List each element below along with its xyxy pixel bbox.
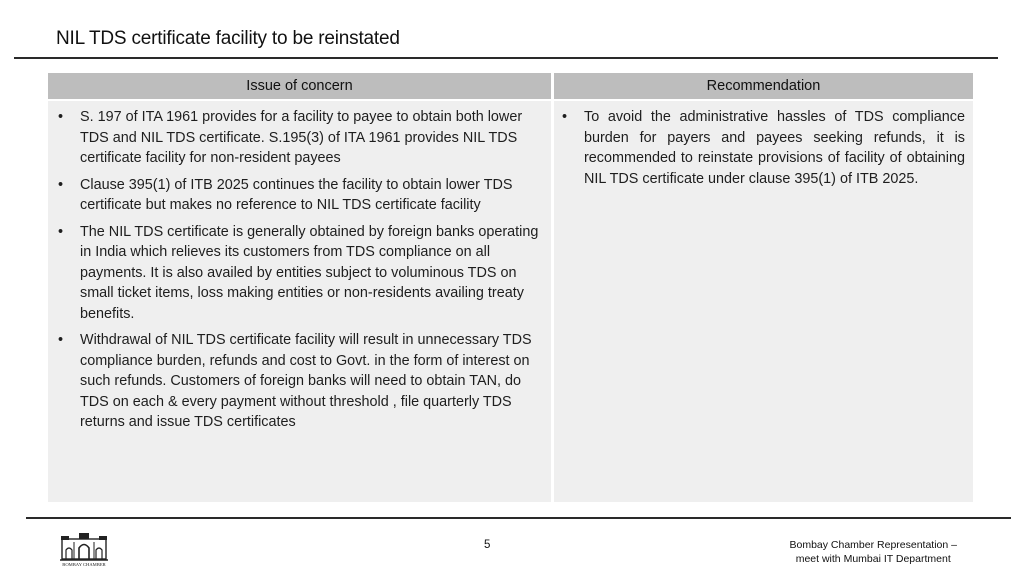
bombay-chamber-logo-icon	[58, 530, 110, 568]
footer-divider	[26, 517, 1011, 519]
page-number: 5	[484, 539, 491, 551]
issue-item: • The NIL TDS certificate is generally obtained by foreign banks operating in India which relieves its customers from TDS compliance on all payments. It is also availed by entities subject to voluminous TDS on small ticket items, loss making entities or non-residents availing treaty benefits.	[58, 222, 543, 325]
recommendation-item: • To avoid the administrative hassles of TDS compliance burden for payers and payees seeking refunds, it is recommended to reinstate provisions of facility of obtaining NIL TDS certificate under clause 395(1) of ITB 2025.	[562, 107, 965, 189]
footer-text	[789, 538, 957, 566]
title-divider	[14, 57, 998, 59]
comparison-table	[48, 73, 973, 502]
issue-item: • S. 197 of ITA 1961 provides for a facility to payee to obtain both lower TDS and NIL TDS certificate. S.195(3) of ITA 1961 provides NIL TDS certificate facility for non-resident payees	[58, 107, 543, 169]
page-title: NIL TDS certificate facility to be reinstated	[56, 28, 400, 49]
issue-item: • Clause 395(1) of ITB 2025 continues the facility to obtain lower TDS certificate but makes no reference to NIL TDS certificate facility	[58, 175, 543, 216]
recommendation-list	[562, 107, 965, 189]
logo-text: BOMBAY CHAMBER	[62, 562, 106, 567]
footer-line-2: meet with Mumbai IT Department	[795, 553, 951, 565]
recommendation-header: Recommendation	[554, 73, 973, 99]
issue-header: Issue of concern	[48, 73, 551, 99]
issue-item: • Withdrawal of NIL TDS certificate facility will result in unnecessary TDS compliance burden, refunds and cost to Govt. in the form of interest on such refunds. Customers of foreign banks will need to obtain TAN, do TDS on each & every payment without threshold , file quarterly TDS returns and issue TDS certificates	[58, 330, 543, 433]
issue-cell	[48, 101, 551, 502]
recommendation-cell	[554, 101, 973, 502]
footer-line-1: Bombay Chamber Representation –	[789, 539, 957, 551]
issue-list	[58, 107, 543, 433]
